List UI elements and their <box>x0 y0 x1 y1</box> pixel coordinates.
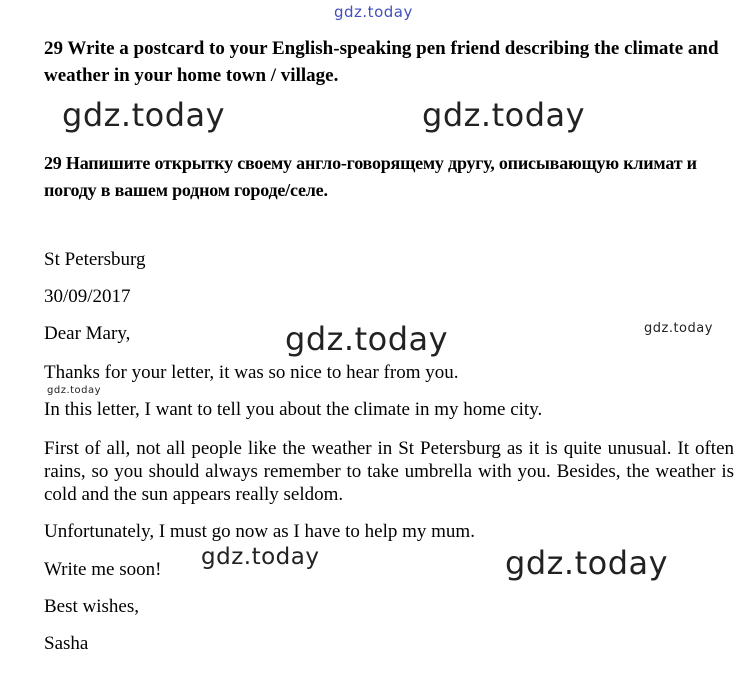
watermark: gdz.today <box>422 96 586 134</box>
letter-signature: Sasha <box>44 633 89 654</box>
letter-closing: Best wishes, <box>44 596 139 617</box>
watermark: gdz.today <box>62 96 226 134</box>
letter-city: St Petersburg <box>44 249 146 270</box>
task-russian: 29 Напишите открытку своему англо-говорящему другу, описывающую климат и погоду в вашем родном городе/селе. <box>44 153 697 200</box>
letter-line-write-soon: Write me soon! <box>44 559 162 580</box>
task-english: 29 Write a postcard to your English-speaking pen friend describing the climate and weather in your home town / village. <box>44 38 719 86</box>
watermark: gdz.today <box>47 385 102 396</box>
watermark: gdz.today <box>201 544 320 570</box>
watermark-top: gdz.today <box>334 3 413 21</box>
letter-paragraph: First of all, not all people like the weather in St Petersburg as it is quite unusual. It often rains, so you should always remember to take umbrella with you. Besides, the weather is cold and the sun appears really seldom. <box>44 438 734 505</box>
watermark: gdz.today <box>505 544 669 582</box>
letter-line-intro: In this letter, I want to tell you about the climate in my home city. <box>44 399 543 420</box>
watermark: gdz.today <box>644 321 713 336</box>
letter-greeting: Dear Mary, <box>44 323 131 344</box>
letter-line-unfortunately: Unfortunately, I must go now as I have to help my mum. <box>44 521 475 542</box>
watermark: gdz.today <box>285 320 449 358</box>
letter-date: 30/09/2017 <box>44 286 131 307</box>
letter-line-thanks: Thanks for your letter, it was so nice to hear from you. <box>44 362 459 383</box>
